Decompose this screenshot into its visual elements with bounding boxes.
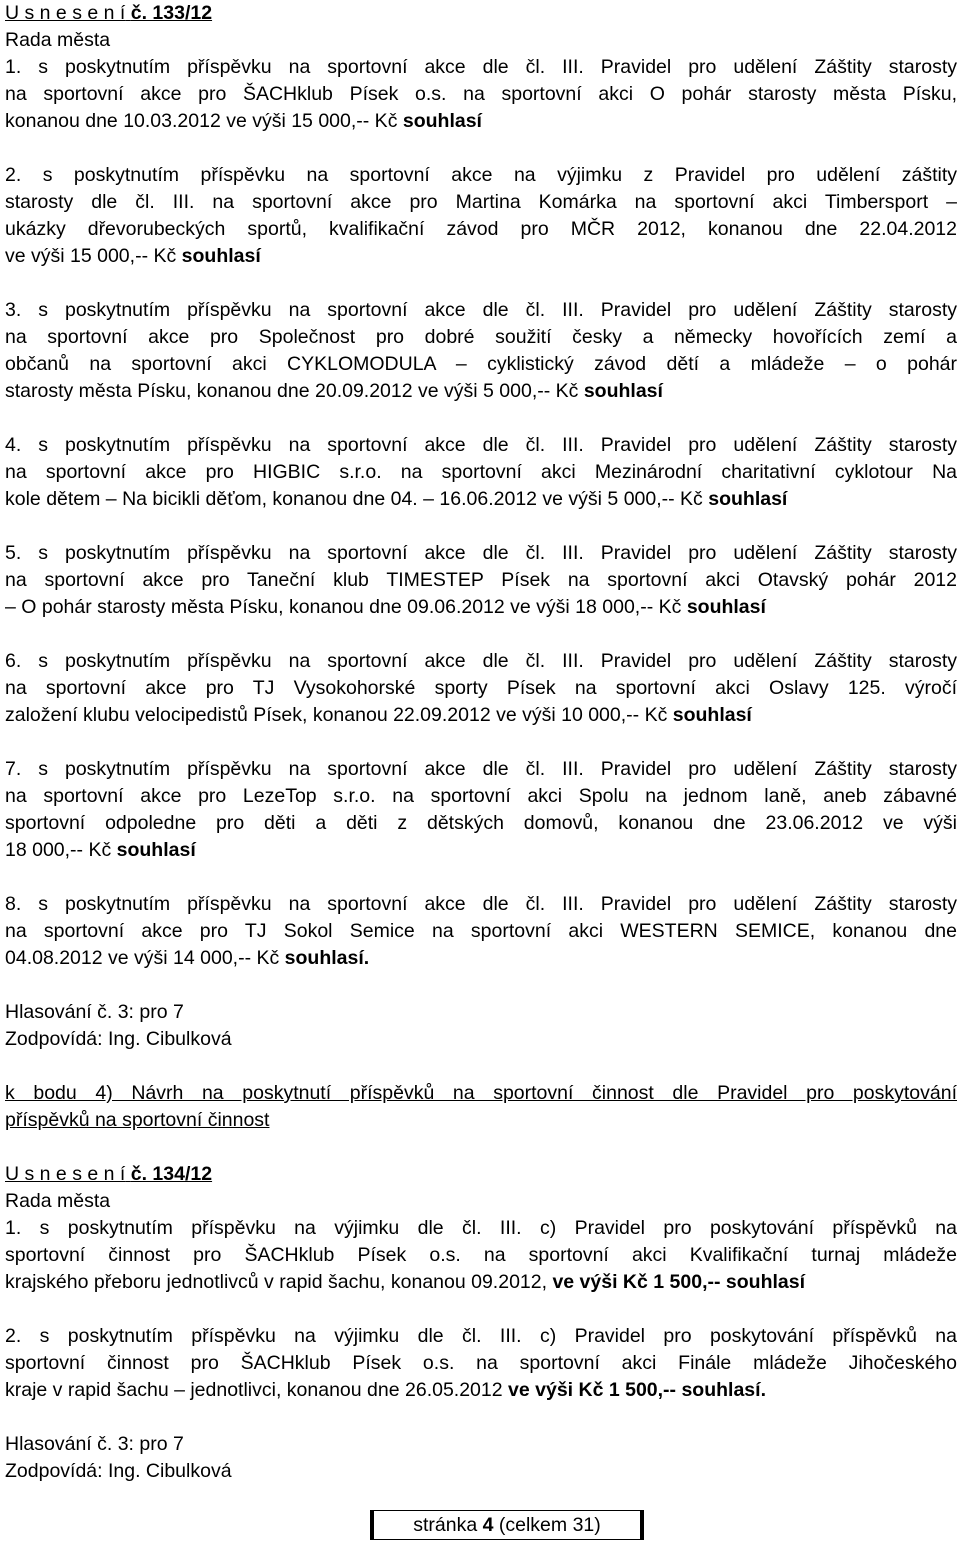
responsible-line: Zodpovídá: Ing. Cibulková	[5, 1028, 232, 1050]
resolution-body: Rada města	[5, 29, 111, 51]
item-line: na sportovní akce pro HIGBIC s.r.o. na sportovní akci Mezinárodní charitativní cyklotour Na	[5, 461, 957, 483]
decision-word: ve výši Kč 1 500,-- souhlasí.	[508, 1379, 766, 1401]
item-line: na sportovní akce pro Společnost pro dobré soužití česky a německy hovořících zemí a	[5, 326, 957, 348]
item-line: 18 000,-- Kč souhlasí	[5, 839, 196, 861]
item-line: na sportovní akce pro TJ Sokol Semice na sportovní akci WESTERN SEMICE, konanou dne	[5, 920, 957, 942]
resolution-heading: U s n e s e n í č. 134/12	[5, 1163, 213, 1185]
agenda-title-line: k bodu 4) Návrh na poskytnutí příspěvků na sportovní činnost dle Pravidel pro poskytování	[5, 1082, 957, 1104]
item-line: 1. s poskytnutím příspěvku na sportovní akce dle čl. III. Pravidel pro udělení Záštity starosty	[5, 56, 957, 78]
decision-word: ve výši Kč 1 500,-- souhlasí	[552, 1271, 806, 1293]
resolution-heading: U s n e s e n í č. 133/12	[5, 2, 213, 24]
resolution-items	[5, 1215, 957, 1404]
page-number-box: stránka 4 (celkem 31)	[370, 1510, 644, 1540]
item-line: na sportovní akce pro ŠACHklub Písek o.s. na sportovní akci O pohár starosty města Písku,	[5, 83, 957, 105]
resolution-item	[5, 891, 957, 972]
agenda-title-line: příspěvků na sportovní činnost	[5, 1109, 270, 1131]
item-line: 6. s poskytnutím příspěvku na sportovní akce dle čl. III. Pravidel pro udělení Záštity starosty	[5, 650, 957, 672]
resolution-item	[5, 162, 957, 270]
item-line: – O pohár starosty města Písku, konanou dne 09.06.2012 ve výši 18 000,-- Kč souhlasí	[5, 596, 766, 618]
item-line: 8. s poskytnutím příspěvku na sportovní akce dle čl. III. Pravidel pro udělení Záštity starosty	[5, 893, 957, 915]
item-line: sportovní činnost pro ŠACHklub Písek o.s. na sportovní akci Finále mládeže Jihočeského	[5, 1352, 957, 1374]
resolution-body: Rada města	[5, 1190, 111, 1212]
item-line: založení klubu velocipedistů Písek, konanou 22.09.2012 ve výši 10 000,-- Kč souhlasí	[5, 704, 752, 726]
decision-word: souhlasí	[116, 839, 196, 861]
item-line: na sportovní akce pro TJ Vysokohorské sporty Písek na sportovní akci Oslavy 125. výročí	[5, 677, 957, 699]
item-line: 5. s poskytnutím příspěvku na sportovní akce dle čl. III. Pravidel pro udělení Záštity starosty	[5, 542, 957, 564]
item-line: starosty dle čl. III. na sportovní akce pro Martina Komárka na sportovní akci Timbersport –	[5, 191, 957, 213]
decision-word: souhlasí	[583, 380, 663, 402]
item-line: sportovní činnost pro ŠACHklub Písek o.s. na sportovní akci Kvalifikační turnaj mládeže	[5, 1244, 957, 1266]
item-line: konanou dne 10.03.2012 ve výši 15 000,-- Kč souhlasí	[5, 110, 482, 132]
item-line: 2. s poskytnutím příspěvku na sportovní akce na výjimku z Pravidel pro udělení záštity	[5, 164, 957, 186]
resolution-items	[5, 54, 957, 972]
resolution-item	[5, 1215, 957, 1296]
page-number: 4	[482, 1514, 494, 1536]
vote-line: Hlasování č. 3: pro 7	[5, 1001, 184, 1023]
resolution-134	[5, 1080, 957, 1485]
item-line: sportovní odpoledne pro děti a děti z dětských domovů, konanou dne 23.06.2012 ve výši	[5, 812, 957, 834]
item-line: na sportovní akce pro Taneční klub TIMESTEP Písek na sportovní akci Otavský pohár 2012	[5, 569, 957, 591]
decision-word: souhlasí	[672, 704, 752, 726]
item-line: 1. s poskytnutím příspěvku na výjimku dle čl. III. c) Pravidel pro poskytování příspěvků na	[5, 1217, 957, 1239]
item-line: krajského přeboru jednotlivců v rapid šachu, konanou 09.2012, ve výši Kč 1 500,-- souhlasí	[5, 1271, 806, 1293]
item-line: ukázky dřevorubeckých sportů, kvalifikační závod pro MČR 2012, konanou dne 22.04.2012	[5, 218, 957, 240]
item-line: kraje v rapid šachu – jednotlivci, konanou dne 26.05.2012 ve výši Kč 1 500,-- souhlasí.	[5, 1379, 766, 1401]
responsible-line: Zodpovídá: Ing. Cibulková	[5, 1460, 232, 1482]
item-line: 04.08.2012 ve výši 14 000,-- Kč souhlasí.	[5, 947, 370, 969]
item-line: starosty města Písku, konanou dne 20.09.2012 ve výši 5 000,-- Kč souhlasí	[5, 380, 663, 402]
resolution-item	[5, 1323, 957, 1404]
resolution-item	[5, 756, 957, 864]
decision-word: souhlasí	[708, 488, 788, 510]
item-line: 3. s poskytnutím příspěvku na sportovní akce dle čl. III. Pravidel pro udělení Záštity starosty	[5, 299, 957, 321]
resolution-item	[5, 297, 957, 405]
vote-line: Hlasování č. 3: pro 7	[5, 1433, 184, 1455]
decision-word: souhlasí	[686, 596, 766, 618]
item-line: 2. s poskytnutím příspěvku na výjimku dle čl. III. c) Pravidel pro poskytování příspěvků na	[5, 1325, 957, 1347]
item-line: ve výši 15 000,-- Kč souhlasí	[5, 245, 261, 267]
item-line: kole dětem – Na bicikli děťom, konanou dne 04. – 16.06.2012 ve výši 5 000,-- Kč souhlasí	[5, 488, 788, 510]
item-line: 4. s poskytnutím příspěvku na sportovní akce dle čl. III. Pravidel pro udělení Záštity starosty	[5, 434, 957, 456]
resolution-item	[5, 648, 957, 729]
resolution-item	[5, 540, 957, 621]
item-line: na sportovní akce pro LezeTop s.r.o. na sportovní akci Spolu na jednom laně, aneb zábavné	[5, 785, 957, 807]
item-line: 7. s poskytnutím příspěvku na sportovní akce dle čl. III. Pravidel pro udělení Záštity starosty	[5, 758, 957, 780]
document-page	[5, 0, 957, 1485]
resolution-item	[5, 54, 957, 135]
decision-word: souhlasí.	[284, 947, 370, 969]
resolution-item	[5, 432, 957, 513]
item-line: občanů na sportovní akci CYKLOMODULA – cyklistický závod dětí a mládeže – o pohár	[5, 353, 957, 375]
resolution-133	[5, 0, 957, 1053]
decision-word: souhlasí	[402, 110, 482, 132]
decision-word: souhlasí	[181, 245, 261, 267]
